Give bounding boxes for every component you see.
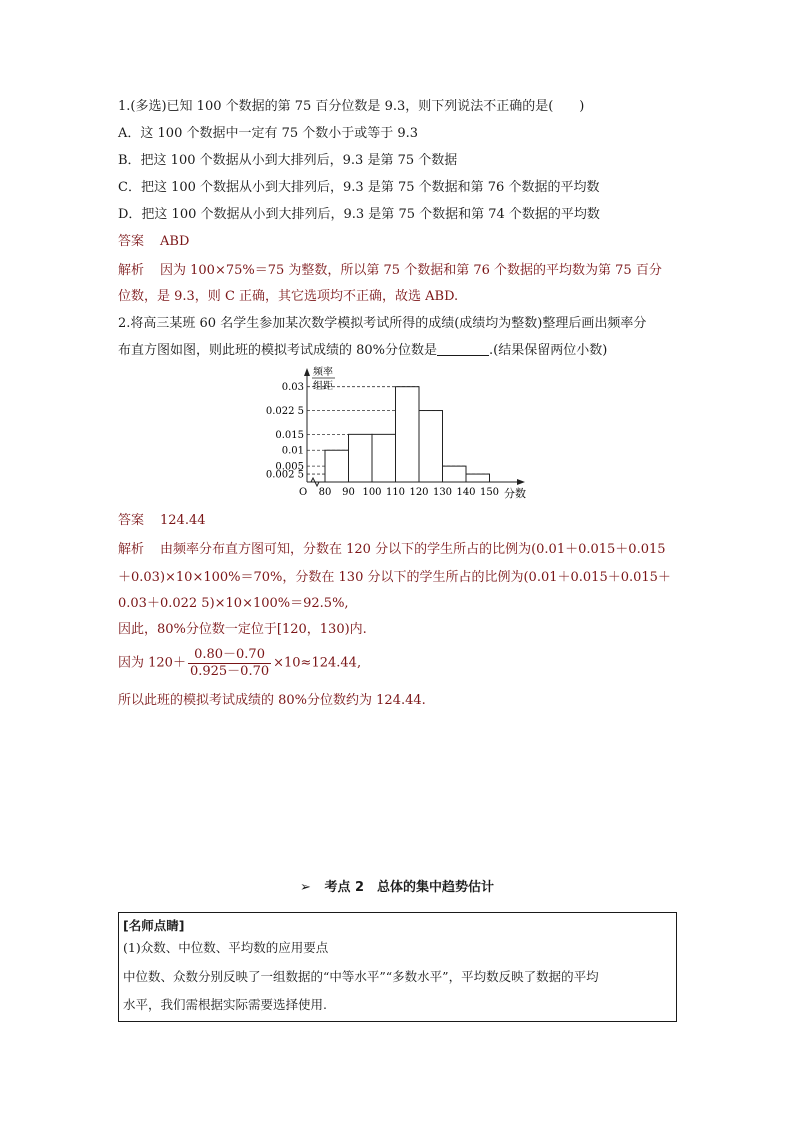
- tip-line-1: (1)众数、中位数、平均数的应用要点: [123, 940, 329, 955]
- tip-line-3: 水平，我们需根据实际需要选择使用.: [123, 997, 327, 1012]
- histogram-bar-120: [419, 411, 443, 482]
- x-tick-label: 100: [362, 487, 382, 498]
- y-tick-label: 0.022 5: [265, 406, 304, 418]
- q1-answer: [118, 233, 189, 251]
- answer-blank: [437, 343, 489, 356]
- q2-stem-line-1: 2.将高三某班 60 名学生参加某次数学模拟考试所得的成绩(成绩均为整数)整理后画出频率分: [118, 316, 647, 331]
- x-tick-label: 150: [479, 487, 500, 498]
- y-label-bottom: 组距: [313, 381, 333, 392]
- histogram-bar-110: [396, 387, 420, 482]
- calc-denominator: 0.925－0.70: [189, 664, 270, 679]
- x-tick-label: 120: [409, 487, 429, 498]
- origin-label: O: [299, 487, 308, 498]
- calc-prefix: 因为 120＋: [118, 655, 186, 671]
- q2-analysis-line-4: 因此，80%分位数一定位于[120，130)内.: [118, 622, 367, 637]
- x-tick-labels: [319, 487, 499, 498]
- tip-line-2: 中位数、众数分别反映了一组数据的“中等水平”“多数水平”，平均数反映了数据的平均: [123, 969, 599, 984]
- histogram-bar-100: [372, 434, 396, 482]
- x-tick-label: 110: [385, 487, 406, 498]
- tip-heading: [名师点睛]: [123, 918, 185, 933]
- calc-fraction: [188, 647, 271, 680]
- answer-label: 答案: [118, 513, 145, 528]
- q2-calculation: [118, 647, 361, 680]
- q2-analysis-line-2: ＋0.03)×10×100%＝70%，分数在 130 分以下的学生所占的比例为(0.01＋0.015＋0.015＋: [118, 570, 671, 585]
- q1-option-a: A．这 100 个数据中一定有 75 个数小于或等于 9.3: [118, 126, 419, 141]
- y-tick-label: 0.03: [281, 382, 304, 394]
- calc-numerator: 0.80－0.70: [188, 647, 271, 664]
- q1-analysis-line-1: [118, 262, 662, 280]
- histogram-bar-140: [466, 474, 490, 482]
- y-tick-label: 0.002 5: [265, 469, 304, 481]
- histogram-bar-90: [349, 434, 373, 482]
- q1-analysis-line-2: 位数，是 9.3，则 C 正确，其它选项均不正确，故选 ABD.: [118, 289, 459, 304]
- q2-analysis-line-3: 0.03＋0.022 5)×10×100%＝92.5%,: [118, 596, 349, 611]
- analysis-text: 因为 100×75%＝75 为整数，所以第 75 个数据和第 76 个数据的平均数为第 75 百分: [160, 263, 662, 278]
- y-axis-arrow-icon: [304, 368, 310, 376]
- q2-stem-line-2: [118, 342, 607, 360]
- answer-label: 答案: [118, 234, 145, 249]
- tip-box: [118, 912, 677, 1022]
- analysis-label: 解析: [118, 263, 145, 278]
- arrow-bullet-icon: ➢: [299, 880, 311, 895]
- x-axis-arrow-icon: [517, 479, 525, 485]
- q2-stem-text: 布直方图如图，则此班的模拟考试成绩的 80%分位数是: [118, 343, 438, 358]
- frequency-histogram: [255, 364, 545, 504]
- x-tick-label: 90: [342, 487, 355, 498]
- answer-value: 124.44: [160, 513, 206, 528]
- y-tick-label: 0.01: [281, 445, 304, 457]
- q1-option-c: C．把这 100 个数据从小到大排列后，9.3 是第 75 个数据和第 76 个数据的平均数: [118, 180, 600, 195]
- q1-option-d: D．把这 100 个数据从小到大排列后，9.3 是第 75 个数据和第 74 个数据的平均数: [118, 207, 600, 222]
- q1-stem: 1.(多选)已知 100 个数据的第 75 百分位数是 9.3，则下列说法不正确的是( ): [118, 99, 585, 114]
- y-tick-label: 0.005: [275, 461, 304, 473]
- chart-bars: [325, 387, 490, 482]
- q2-analysis-conclusion: 所以此班的模拟考试成绩的 80%分位数约为 124.44.: [118, 693, 426, 708]
- x-tick-label: 140: [456, 487, 476, 498]
- q1-option-b: B．把这 100 个数据从小到大排列后，9.3 是第 75 个数据: [118, 153, 458, 168]
- y-tick-labels: [266, 382, 304, 480]
- analysis-text: 由频率分布直方图可知，分数在 120 分以下的学生所占的比例为(0.01＋0.015＋0.015: [160, 542, 666, 557]
- q2-answer: [118, 512, 206, 530]
- x-axis-label: 分数: [504, 487, 526, 500]
- section-heading: [0, 876, 794, 895]
- section-title: 考点 2 总体的集中趋势估计: [324, 880, 495, 895]
- y-tick-label: 0.015: [275, 429, 304, 441]
- answer-value: ABD: [160, 234, 190, 249]
- q2-stem-tail: .(结果保留两位小数): [489, 343, 608, 358]
- histogram-bar-80: [325, 450, 349, 482]
- analysis-label: 解析: [118, 542, 145, 557]
- x-tick-label: 130: [432, 487, 453, 498]
- q2-analysis-line-1: [118, 541, 666, 559]
- histogram-bar-130: [443, 466, 467, 482]
- x-tick-label: 80: [318, 487, 332, 498]
- calc-suffix: ×10≈124.44,: [273, 655, 362, 671]
- y-label-top: 频率: [313, 367, 333, 378]
